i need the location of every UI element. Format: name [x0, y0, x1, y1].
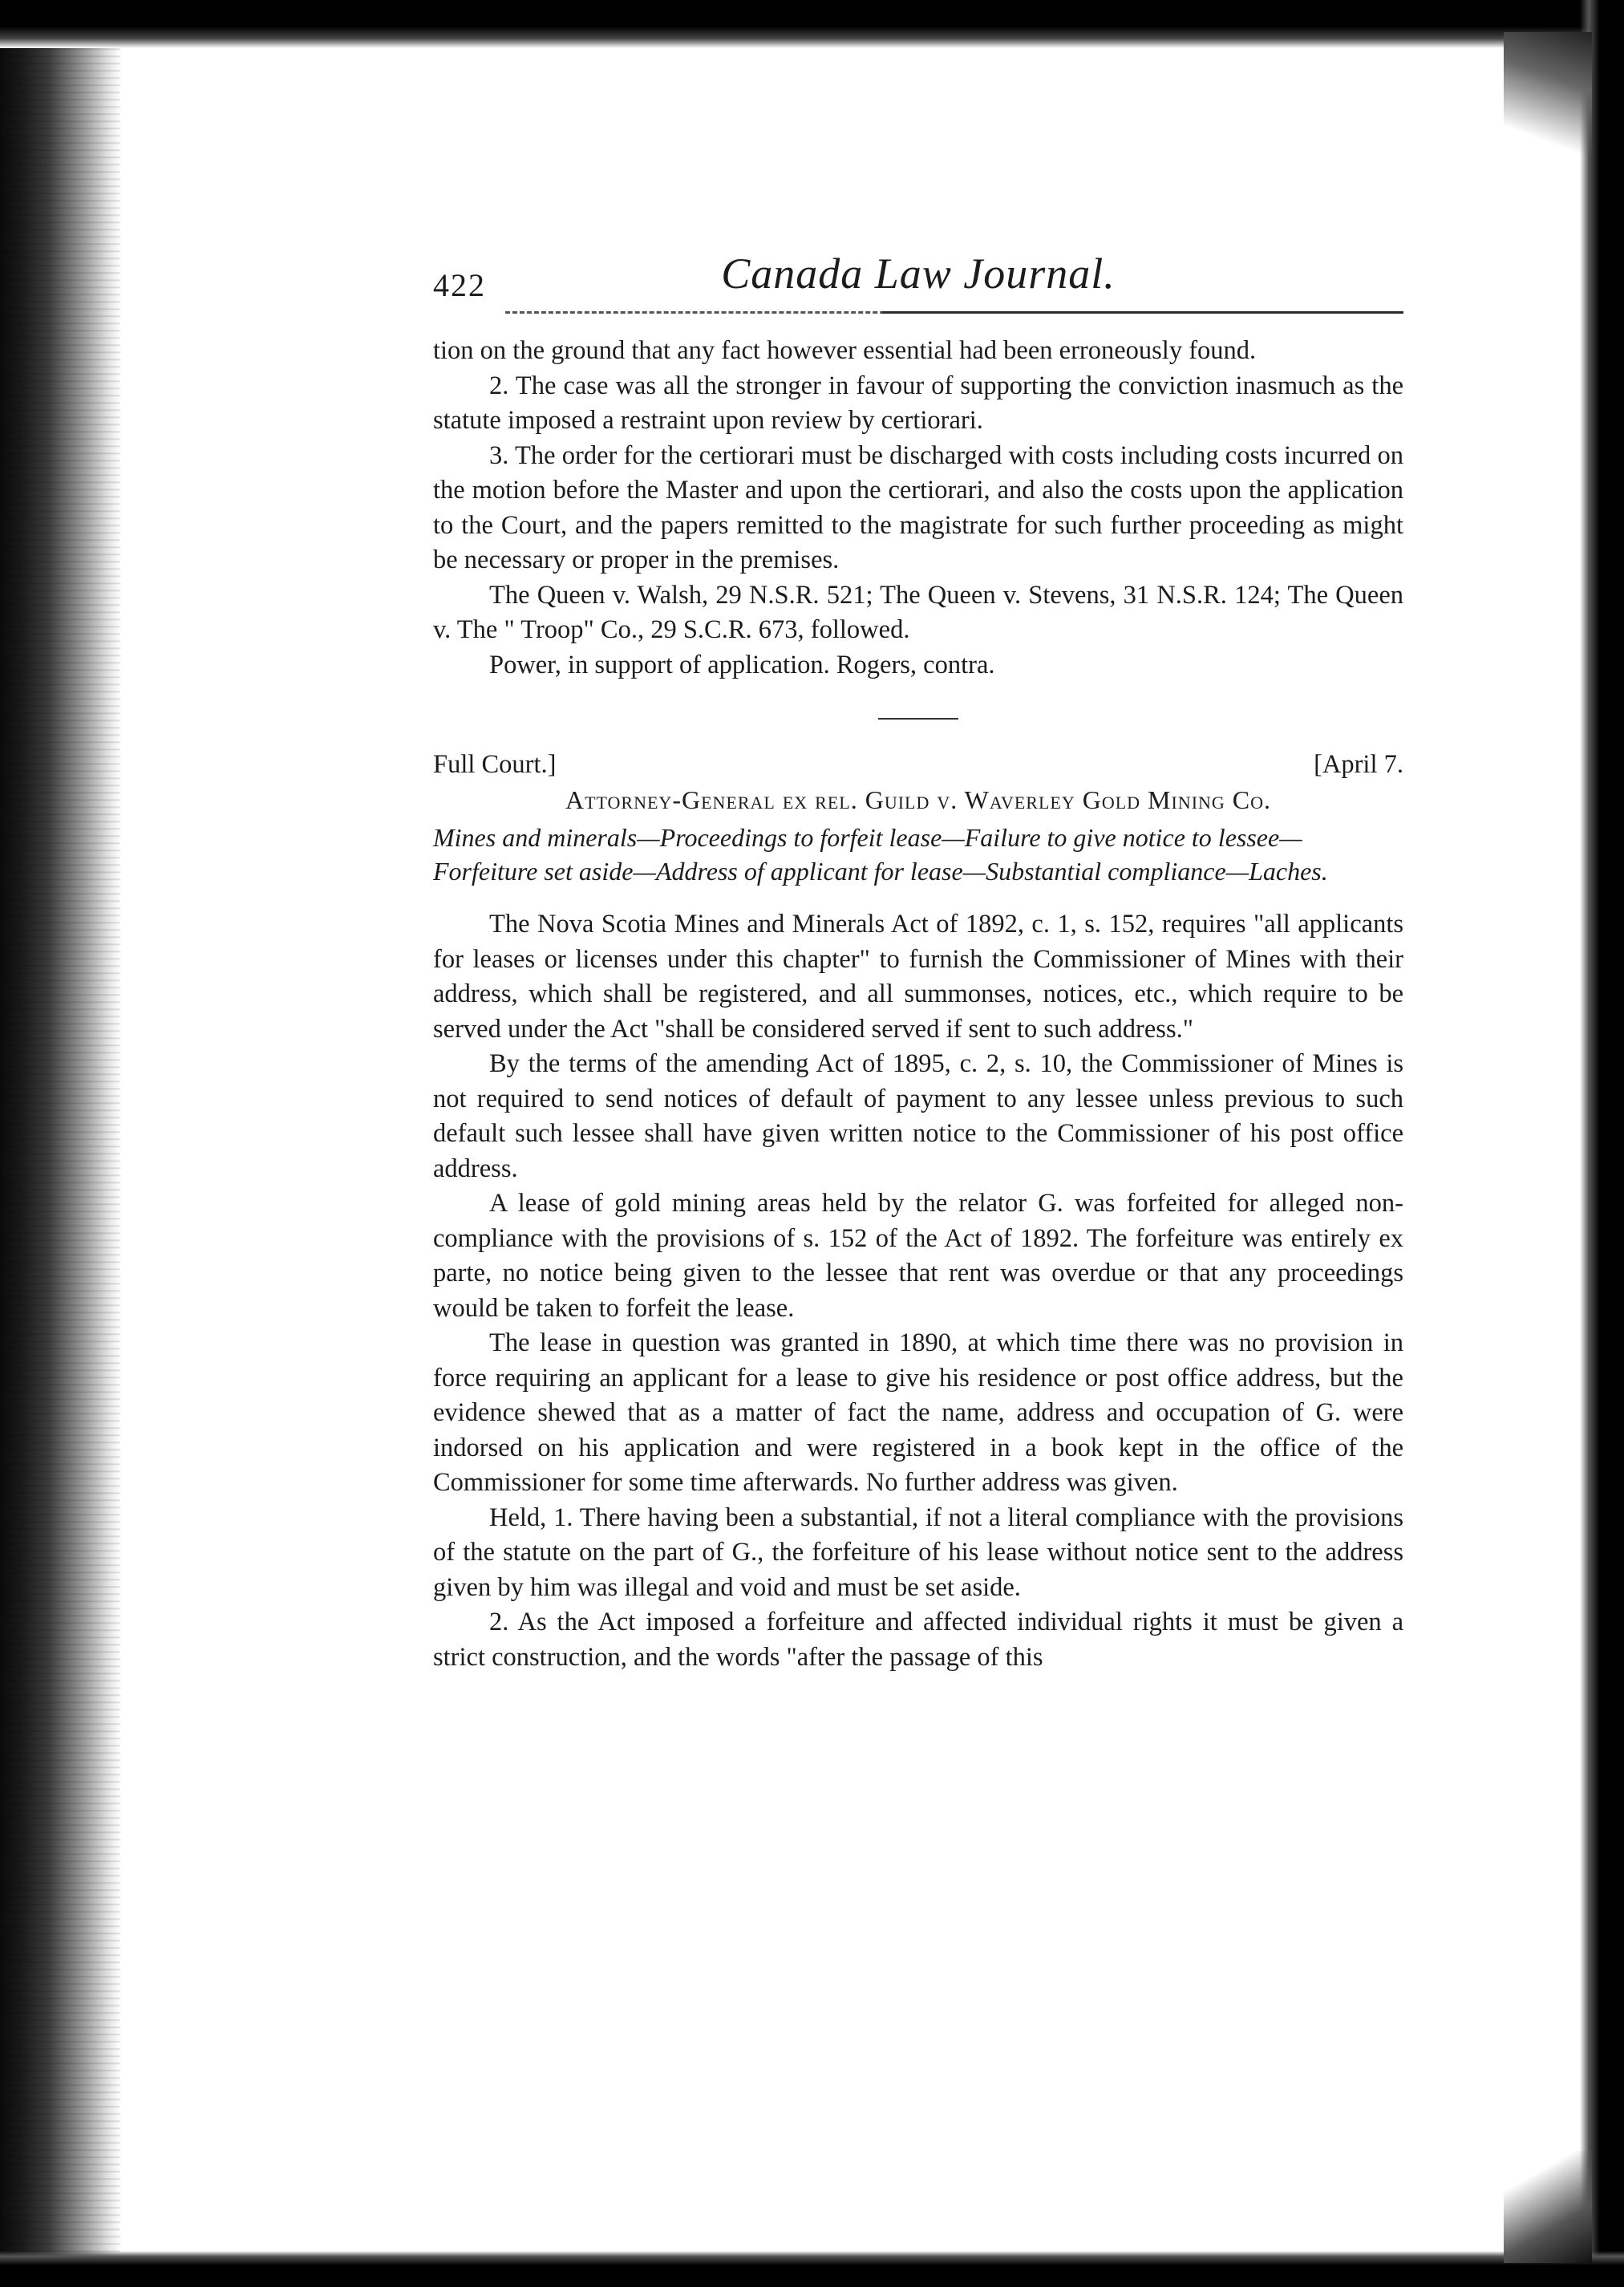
- section-divider: [878, 718, 958, 720]
- case-headnote: Mines and minerals—Proceedings to forfeit lease—Failure to give notice to lessee—Forfeiture set aside—Address of applicant for lease—Substantial compliance—Laches.: [433, 823, 1328, 886]
- case1-paragraph-2: 2. The case was all the stronger in favour of supporting the conviction inasmuch as the statute imposed a restraint upon review by certiorari.: [433, 371, 1403, 435]
- running-title: Canada Law Journal.: [721, 249, 1116, 298]
- case1-paragraph-3: 3. The order for the certiorari must be discharged with costs including costs incurred on the motion before the Master and upon the certiorari, and also the costs upon the application to the Court, and the papers remitted to the magistrate for such further proceeding as might be necessary or proper in the premises.: [433, 440, 1403, 574]
- court-line: [433, 747, 1403, 782]
- case2-held: Held, 1. There having been a substantial, if not a literal compliance with the provisions of the statute on the part of G., the forfeiture of his lease without notice sent to the address given by him was illegal and void and must be set aside.: [433, 1502, 1403, 1602]
- scan-edge-right: [1580, 0, 1624, 2287]
- case2-paragraph-3: A lease of gold mining areas held by the relator G. was forfeited for alleged non-compliance with the provisions of s. 152 of the Act of 1892. The forfeiture was entirely ex parte, no notice being given to the lessee that rent was overdue or that any proceedings would be taken to forfeit the lease.: [433, 1189, 1403, 1323]
- case2-paragraph-6: 2. As the Act imposed a forfeiture and affected individual rights it must be given a strict construction, and the words "after the passage of this: [433, 1608, 1403, 1672]
- case1-paragraph-1: tion on the ground that any fact however essential had been erroneously found.: [433, 336, 1257, 365]
- case2-body: [433, 907, 1403, 1675]
- scan-corner-bottom-right: [1504, 2151, 1592, 2263]
- case2-paragraph-4: The lease in question was granted in 1890, at which time there was no provision in force requiring an applicant for a lease to give his residence or post office address, but the evidence shewed that as a matter of fact the name, address and occupation of G. were indorsed on his application and were registered in a book kept in the office of the Commissioner for some time afterwards. No further address was given.: [433, 1328, 1403, 1497]
- page-number: 422: [433, 267, 486, 303]
- case1-body: [433, 334, 1403, 683]
- scan-edge-bottom: [0, 2251, 1624, 2287]
- case2-paragraph-2: By the terms of the amending Act of 1895, c. 2, s. 10, the Commissioner of Mines is not required to send notices of default of payment to any lessee unless previous to such default such lessee shall have given written notice to the Commissioner of his post office address.: [433, 1049, 1403, 1183]
- page-header: [433, 249, 1403, 313]
- court-name: Full Court.]: [433, 750, 557, 779]
- scan-corner-top-right: [1504, 32, 1592, 168]
- decision-date: [April 7.: [1314, 750, 1403, 779]
- journal-page: [433, 249, 1403, 1675]
- case-title: Attorney-General ex rel. Guild v. Waverley Gold Mining Co.: [565, 785, 1272, 814]
- case1-counsel: Power, in support of application. Rogers, contra.: [489, 650, 995, 679]
- header-rule: [882, 311, 1403, 314]
- scan-edge-top: [0, 0, 1624, 48]
- case2-paragraph-1: The Nova Scotia Mines and Minerals Act of 1892, c. 1, s. 152, requires "all applicants for leases or licenses under this chapter" to furnish the Commissioner of Mines with their address, which shall be registered, and all summonses, notices, etc., which require to be served under the Act "shall be considered served if sent to such address.": [433, 910, 1403, 1044]
- scan-edge-left-texture: [0, 0, 120, 2287]
- case1-citations: The Queen v. Walsh, 29 N.S.R. 521; The Queen v. Stevens, 31 N.S.R. 124; The Queen v. The " Troop" Co., 29 S.C.R. 673, followed.: [433, 580, 1403, 644]
